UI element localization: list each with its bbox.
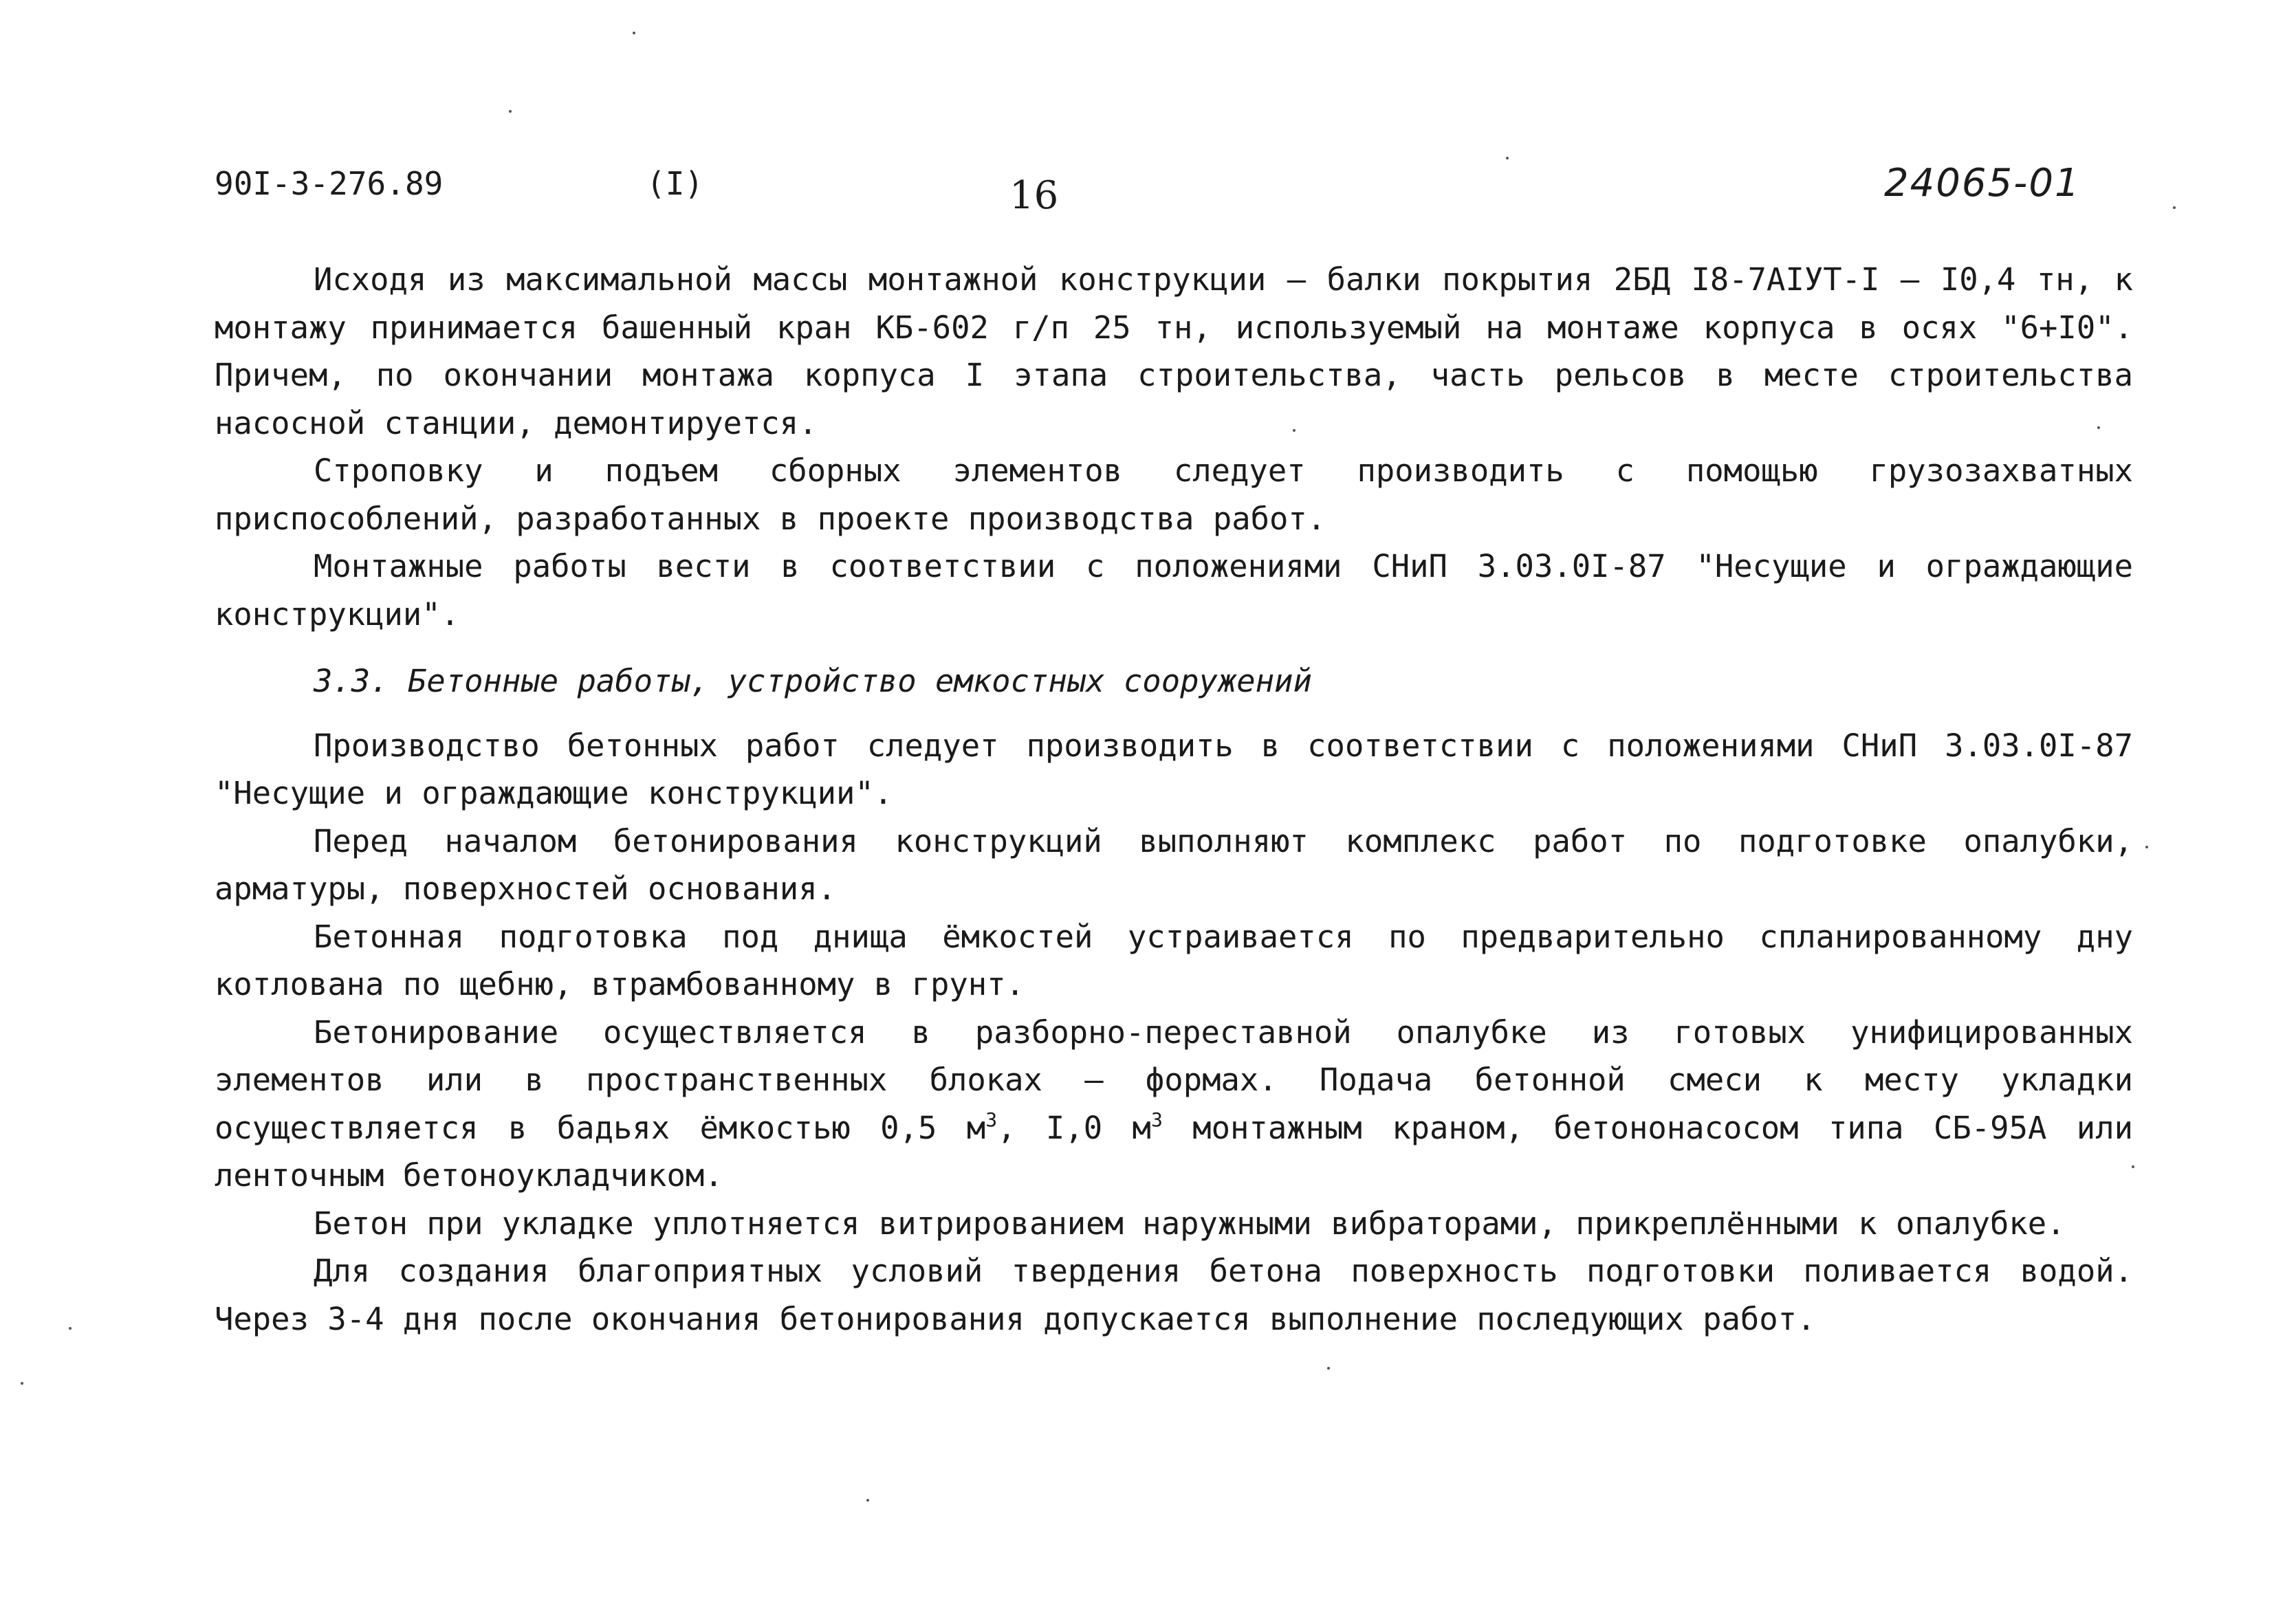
scan-speck	[2097, 426, 2100, 429]
scan-speck	[2173, 206, 2176, 209]
document-number: 90I-3-276.89	[215, 165, 444, 202]
paragraph-installation-norms: Монтажные работы вести в соответствии с положениями СНиП 3.03.0I-87 "Несущие и ограждающие конструкции".	[215, 548, 2133, 633]
scan-speck	[1327, 1367, 1330, 1370]
concreting-text-a: Бетонирование осуществляется в разборно-переставной опалубке из готовых унифицированных элементов или в пространственных блоках – формах. Подача бетонной смеси к месту укладки осуществляется в бадьях ёмкостью 0,5 м	[215, 1013, 2133, 1146]
scan-speck	[1293, 429, 1295, 432]
paragraph-concrete-norms: Производство бетонных работ следует производить в соответствии с положениями СНиП 3.03.0I-87 "Несущие и ограждающие конструкции".	[215, 727, 2133, 811]
scan-speck	[21, 1382, 23, 1385]
paragraph-slinging: Строповку и подъем сборных элементов следует производить с помощью грузозахватных приспособлений, разработанных в проекте производства работ.	[215, 452, 2133, 537]
archive-code: 24065-01	[1884, 161, 2081, 206]
superscript-cube-2: 3	[1150, 1108, 1163, 1131]
scan-speck	[866, 1499, 869, 1502]
concreting-text-b: , I,0 м	[997, 1109, 1151, 1146]
section-heading: 3.3. Бетонные работы, устройство емкостных сооружений	[314, 663, 1312, 699]
paragraph-crane-selection: Исходя из максимальной массы монтажной конструкции – балки покрытия 2БД I8-7AIУТ-I – I0,4 тн, к монтажу принимается башенный кран КБ-602 г/п 25 тн, используемый на монтаже корпуса в осях "6+I0". Причем, по окончании монтажа корпуса I этапа строительства, часть рельсов в месте строительства насосной станции, демонтируется.	[215, 261, 2133, 441]
scan-speck	[509, 110, 512, 113]
paragraph-curing: Для создания благоприятных условий твердения бетона поверхность подготовки поливается водой. Через 3-4 дня после окончания бетонирования допускается выполнение последующих работ.	[215, 1253, 2133, 1337]
part-number: (I)	[646, 165, 704, 202]
concreting-text-c: монтажным краном, бетононасосом типа СБ-95А или ленточным бетоноукладчиком.	[215, 1109, 2133, 1194]
paragraph-preparation: Перед началом бетонирования конструкций выполняют комплекс работ по подготовке опалубки, арматуры, поверхностей основания.	[215, 822, 2133, 907]
scan-speck	[1506, 157, 1509, 160]
scan-speck	[69, 1327, 72, 1330]
paragraph-vibration: Бетон при укладке уплотняется витрированием наружными вибраторами, прикреплёнными к опалубке.	[314, 1205, 2066, 1242]
scan-speck	[633, 32, 635, 34]
page-number: 16	[1009, 173, 1059, 218]
superscript-cube-1: 3	[985, 1108, 998, 1131]
document-body	[215, 256, 2133, 1343]
scan-speck	[2145, 846, 2148, 848]
paragraph-concreting	[215, 1009, 2133, 1200]
paragraph-base-preparation: Бетонная подготовка под днища ёмкостей устраивается по предварительно спланированному дну котлована по щебню, втрамбованному в грунт.	[215, 918, 2133, 1002]
scan-speck	[2132, 1165, 2134, 1168]
